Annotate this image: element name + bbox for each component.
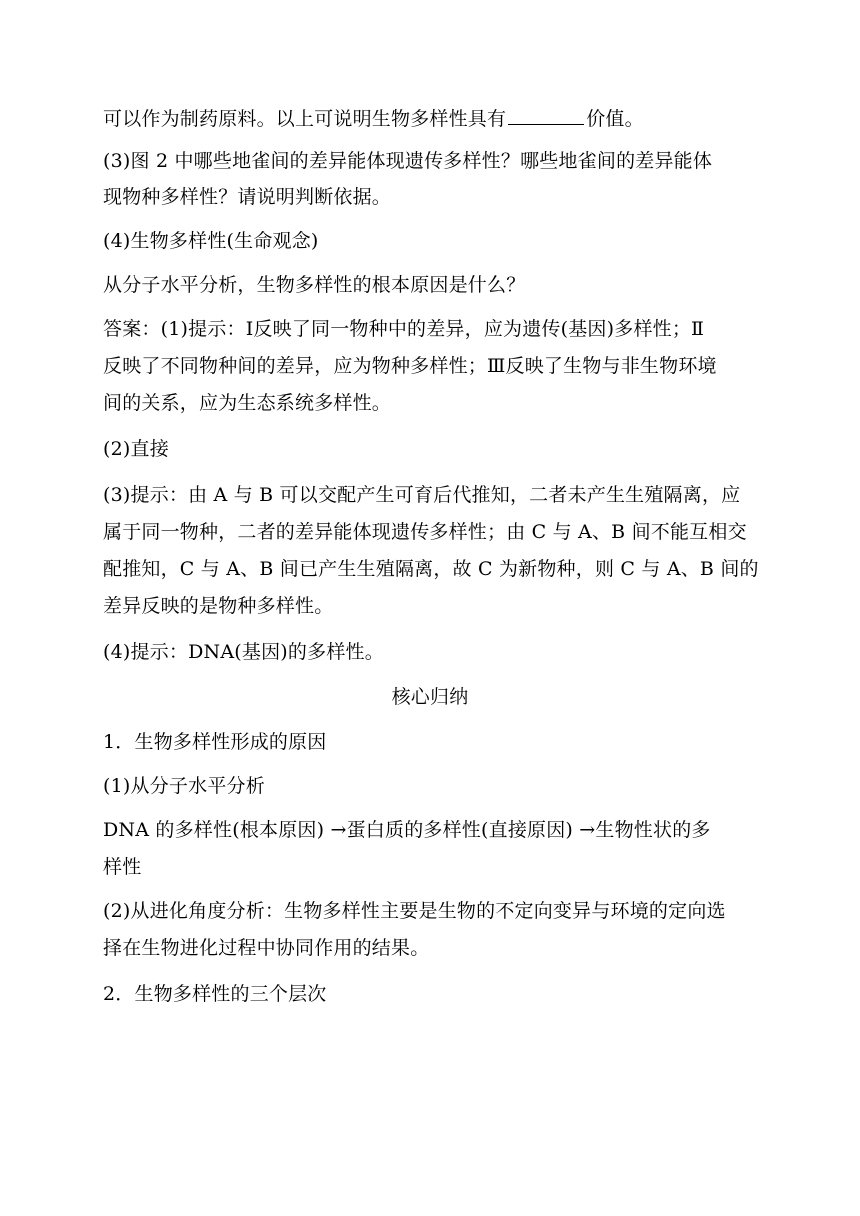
answer-line-3: 间的关系，应为生态系统多样性。 <box>103 392 392 414</box>
summary-line-6: 择在生物进化过程中协同作用的结果。 <box>103 937 430 959</box>
summary-line-4: 样性 <box>103 856 142 878</box>
answer-line-9: (4)提示：DNA(基因)的多样性。 <box>103 641 384 663</box>
answer-line-5: (3)提示：由 A 与 B 可以交配产生可育后代推知，二者未产生生殖隔离，应 <box>103 484 741 506</box>
text-line-1 <box>103 106 763 131</box>
text-segment: 价值。 <box>586 108 644 130</box>
summary-line-2: (1)从分子水平分析 <box>103 775 265 797</box>
text-segment: 可以作为制药原料。以上可说明生物多样性具有 <box>103 108 507 130</box>
answer-line-4: (2)直接 <box>103 438 169 460</box>
answer-line-7: 配推知，C 与 A、B 间已产生生殖隔离，故 C 为新物种，则 C 与 A、B 间的 <box>103 558 759 580</box>
summary-line-7: 2．生物多样性的三个层次 <box>103 983 327 1005</box>
text-line-3: 现物种多样性？请说明判断依据。 <box>103 186 392 208</box>
text-line-5: 从分子水平分析，生物多样性的根本原因是什么？ <box>103 274 526 296</box>
text-line-2: (3)图 2 中哪些地雀间的差异能体现遗传多样性？哪些地雀间的差异能体 <box>103 150 713 172</box>
answer-line-8: 差异反映的是物种多样性。 <box>103 595 334 617</box>
summary-line-3: DNA 的多样性(根本原因) →蛋白质的多样性(直接原因) →生物性状的多 <box>103 819 711 841</box>
fill-in-blank <box>508 106 584 125</box>
summary-line-5: (2)从进化角度分析：生物多样性主要是生物的不定向变异与环境的定向选 <box>103 900 726 922</box>
section-heading: 核心归纳 <box>391 686 469 708</box>
text-line-4: (4)生物多样性(生命观念) <box>103 230 319 252</box>
summary-line-1: 1．生物多样性形成的原因 <box>103 731 327 753</box>
answer-line-6: 属于同一物种，二者的差异能体现遗传多样性；由 C 与 A、B 间不能互相交 <box>103 521 747 543</box>
answer-line-1: 答案：(1)提示：Ⅰ反映了同一物种中的差异，应为遗传(基因)多样性；Ⅱ <box>103 318 705 340</box>
answer-line-2: 反映了不同物种间的差异，应为物种多样性；Ⅲ反映了生物与非生物环境 <box>103 355 717 377</box>
